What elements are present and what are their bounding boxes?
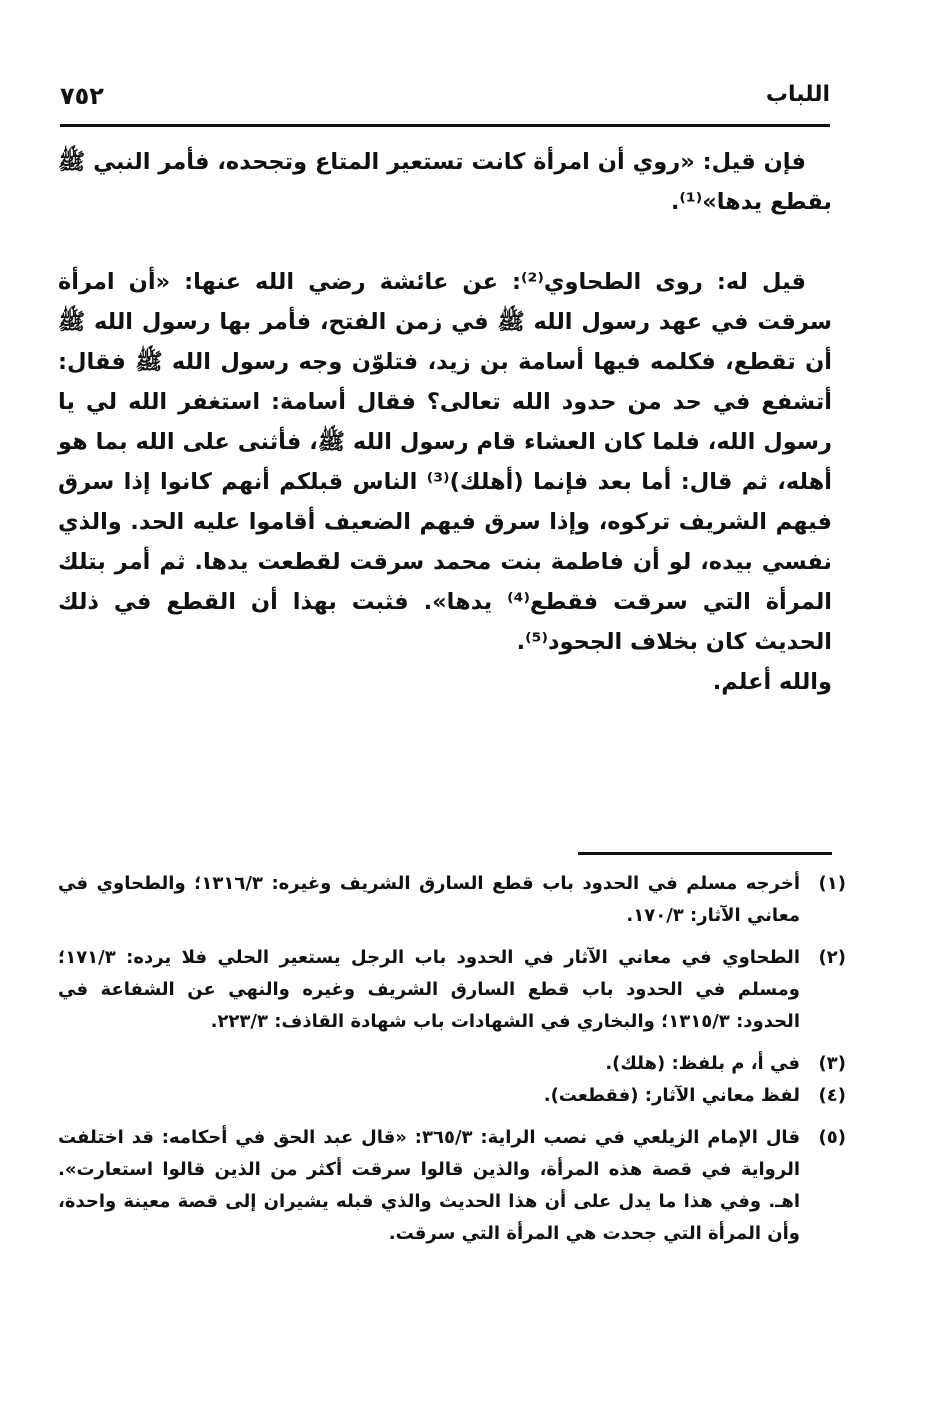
- closing-line: والله أعلم.: [712, 669, 832, 695]
- footnote-number: (٣): [818, 1053, 846, 1074]
- footnote-number: (٤): [818, 1085, 846, 1106]
- footnote-text: لفظ معاني الآثار: (فقطعت).: [543, 1085, 800, 1106]
- footnote: [58, 942, 846, 1038]
- footnote-text: في أ، م بلفظ: (هلك).: [605, 1053, 800, 1074]
- page-header: [60, 80, 830, 120]
- footnote-text: الطحاوي في معاني الآثار في الحدود باب الرجل يستعير الحلي فلا يرده: ١٧١/٣؛ ومسلم في الحدود باب قطع السارق الشريف وغيره والنهي عن الشفاعة في الحدود: ١٣١٥/٣؛ والبخاري في الشهادات باب شهادة القاذف: ٢٢٣/٣.: [58, 947, 800, 1032]
- footnote-number: (١): [818, 873, 846, 894]
- footnote: [58, 868, 846, 932]
- footnote-rule: [578, 852, 832, 855]
- footnote-text: أخرجه مسلم في الحدود باب قطع السارق الشريف وغيره: ١٣١٦/٣؛ والطحاوي في معاني الآثار: ١٧٠/٣.: [58, 873, 800, 926]
- footnote-number: (٢): [818, 947, 846, 968]
- header-rule: [60, 124, 830, 127]
- paragraph: قيل له: روى الطحاوي⁽²⁾: عن عائشة رضي الله عنها: «أن امرأة سرقت في عهد رسول الله ﷺ في زمن الفتح، فأمر بها رسول الله ﷺ أن تقطع، فكلمه فيها أسامة بن زيد، فتلوّن وجه رسول الله ﷺ فقال: أتشفع في حد من حدود الله تعالى؟ فقال أسامة: استغفر الله لي يا رسول الله، فلما كان العشاء قام رسول الله ﷺ، فأثنى على الله بما هو أهله، ثم قال: أما بعد فإنما (أهلك)⁽³⁾ الناس قبلكم أنهم كانوا إذا سرق فيهم الشريف تركوه، وإذا سرق فيهم الضعيف أقاموا عليه الحد. والذي نفسي بيده، لو أن فاطمة بنت محمد سرقت لقطعت يدها. ثم أمر بتلك المرأة التي سرقت فقطع⁽⁴⁾ يدها». فثبت بهذا أن القطع في ذلك الحديث كان بخلاف الجحود⁽⁵⁾.: [58, 269, 832, 655]
- running-title: اللباب: [765, 82, 830, 107]
- footnotes: [58, 868, 846, 1260]
- paragraph: فإن قيل: «روي أن امرأة كانت تستعير المتاع وتجحده، فأمر النبي ﷺ بقطع يدها»⁽¹⁾.: [58, 149, 832, 215]
- footnote: [58, 1080, 846, 1112]
- main-text: [58, 142, 832, 702]
- footnote-number: (٥): [818, 1127, 846, 1148]
- footnote: [58, 1122, 846, 1250]
- footnote-text: قال الإمام الزيلعي في نصب الراية: ٣٦٥/٣: «قال عبد الحق في أحكامه: قد اختلفت الرواية في قصة هذه المرأة، والذين قالوا سرقت أكثر من الذين قالوا استعارت». اهـ. وفي هذا ما يدل على أن هذا الحديث والذي قبله يشيران إلى قصة معينة واحدة، وأن المرأة التي جحدت هي المرأة التي سرقت.: [58, 1127, 800, 1244]
- page-number: ٧٥٢: [60, 82, 104, 110]
- footnote: [58, 1048, 846, 1080]
